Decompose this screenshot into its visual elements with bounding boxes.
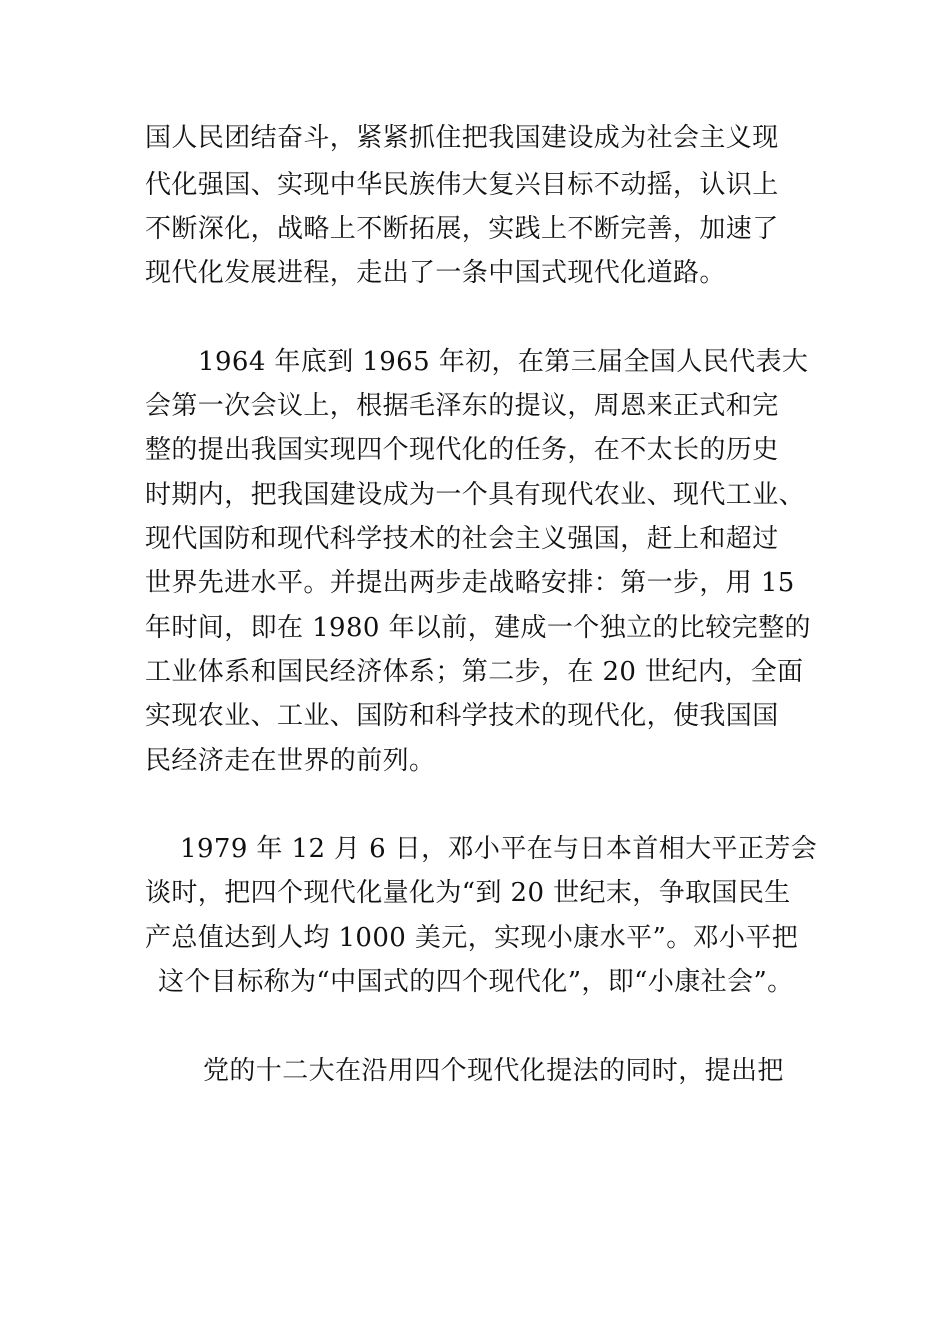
text-line: 会第一次会议上，根据毛泽东的提议，周恩来正式和完 [145, 391, 779, 421]
text-line: 产总值达到人均 1000 美元，实现小康水平”。邓小平把 [145, 923, 799, 953]
text-line: 这个目标称为“中国式的四个现代化”，即“小康社会”。 [158, 967, 794, 997]
text-line: 世界先进水平。并提出两步走战略安排：第一步，用 15 [145, 568, 795, 598]
text-line: 实现农业、工业、国防和科学技术的现代化，使我国国 [145, 701, 779, 731]
text-line: 现代化发展进程，走出了一条中国式现代化道路。 [145, 258, 726, 288]
text-line: 谈时，把四个现代化量化为“到 20 世纪末，争取国民生 [145, 878, 791, 908]
text-line: 时期内，把我国建设成为一个具有现代农业、现代工业、 [145, 480, 806, 510]
text-line: 年时间，即在 1980 年以前，建成一个独立的比较完整的 [145, 613, 811, 643]
text-line: 民经济走在世界的前列。 [145, 746, 436, 776]
text-line: 工业体系和国民经济体系；第二步，在 20 世纪内，全面 [145, 657, 804, 687]
text-line: 现代国防和现代科学技术的社会主义强国，赶上和超过 [145, 524, 779, 554]
text-line: 整的提出我国实现四个现代化的任务，在不太长的历史 [145, 435, 779, 465]
text-line: 国人民团结奋斗，紧紧抓住把我国建设成为社会主义现 [145, 123, 779, 153]
text-line: 不断深化，战略上不断拓展，实践上不断完善，加速了 [145, 214, 779, 244]
text-line: 党的十二大在沿用四个现代化提法的同时，提出把 [203, 1056, 784, 1086]
text-line: 1964 年底到 1965 年初，在第三届全国人民代表大 [198, 347, 809, 377]
text-line: 代化强国、实现中华民族伟大复兴目标不动摇，认识上 [145, 170, 779, 200]
text-line: 1979 年 12 月 6 日，邓小平在与日本首相大平正芳会 [180, 834, 818, 864]
